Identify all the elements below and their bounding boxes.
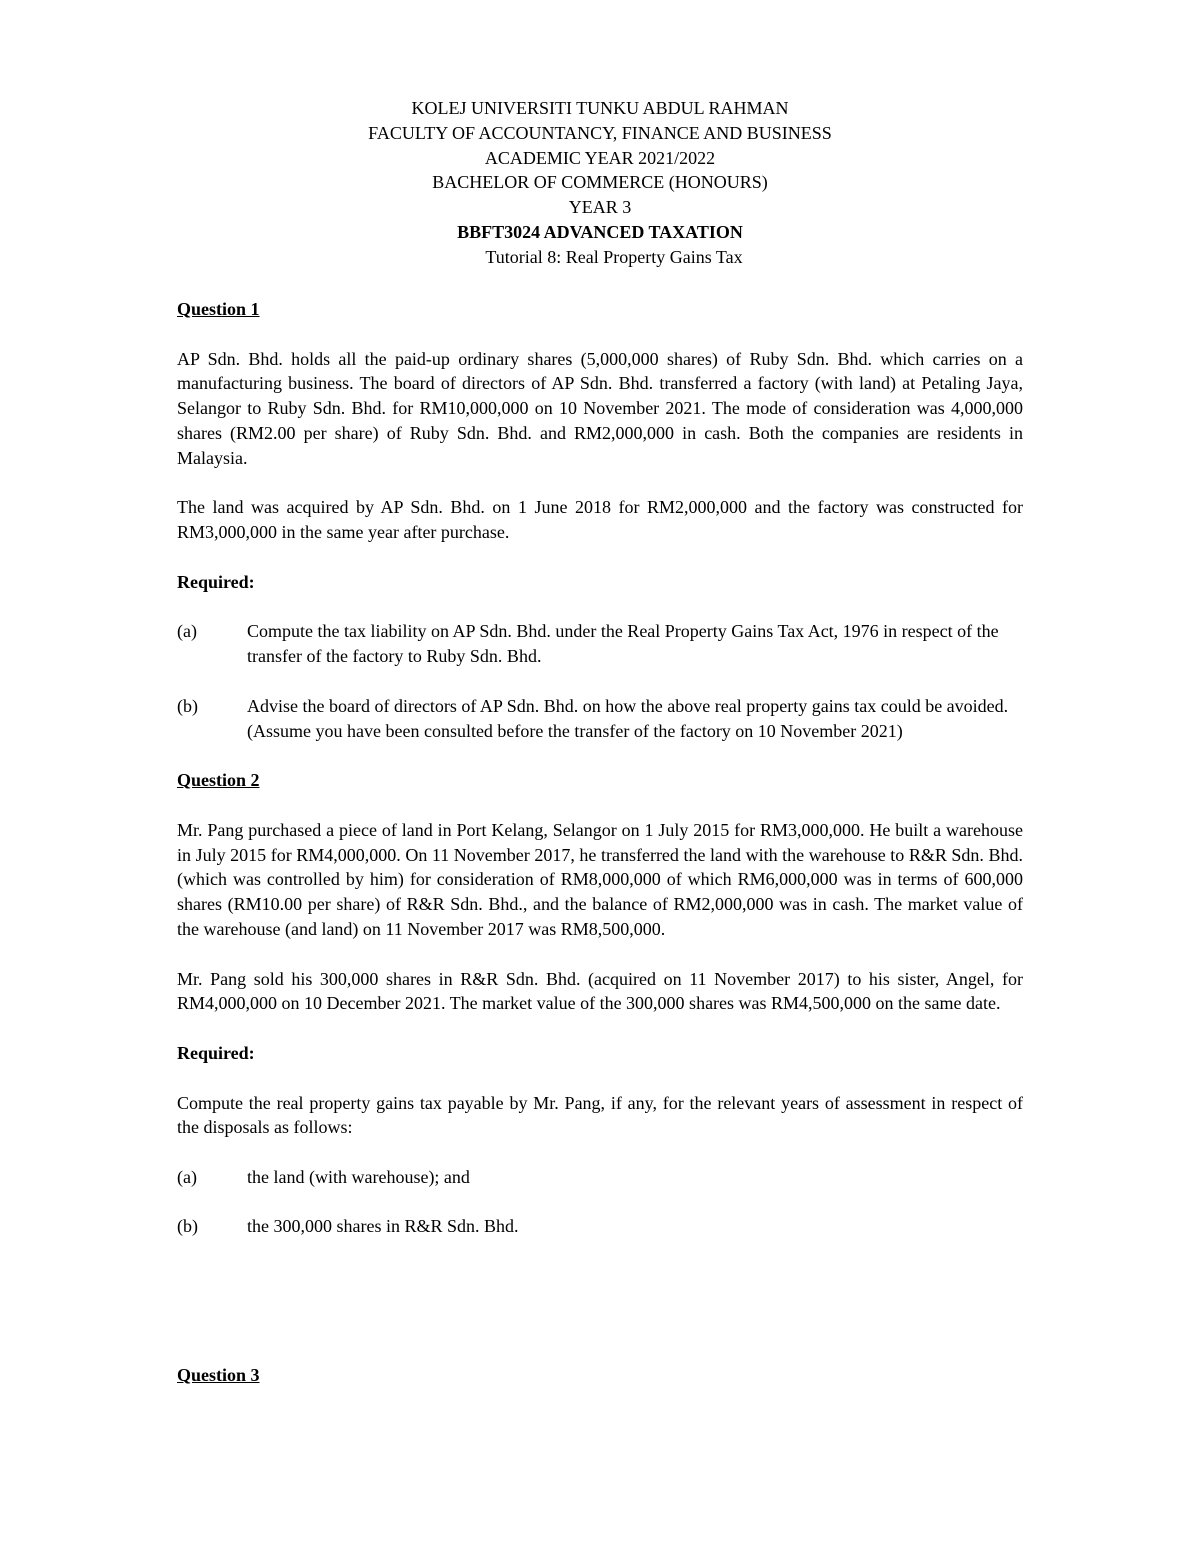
question-3-title: Question 3: [177, 1365, 260, 1386]
question-2-section: [177, 768, 1023, 1239]
faculty-name: FACULTY OF ACCOUNTANCY, FINANCE AND BUSINESS: [368, 122, 832, 143]
question-2-item-a: [177, 1165, 1023, 1190]
tutorial-title: Tutorial 8: Real Property Gains Tax: [485, 246, 743, 267]
item-label: (a): [177, 1166, 197, 1187]
item-text: Compute the tax liability on AP Sdn. Bhd. under the Real Property Gains Tax Act, 1976 in respect of the transfer of the factory to Ruby Sdn. Bhd.: [247, 621, 999, 667]
question-1-item-b: [177, 694, 1023, 744]
item-label: (a): [177, 621, 197, 642]
question-1-section: [177, 297, 1023, 743]
question-1-title: Question 1: [177, 299, 260, 319]
document-body: [177, 297, 1023, 1388]
item-text: Advise the board of directors of AP Sdn. Bhd. on how the above real property gains tax could be avoided. (Assume you have been consulted before the transfer of the factory on 10 November 2021): [247, 695, 1009, 741]
question-1-required-label: Required:: [177, 571, 255, 592]
document-header: [0, 96, 1200, 270]
question-1-paragraph-2: The land was acquired by AP Sdn. Bhd. on 1 June 2018 for RM2,000,000 and the factory was constructed for RM3,000,000 in the same year after purchase.: [177, 497, 1023, 543]
question-3-section: [177, 1363, 1023, 1388]
study-year: YEAR 3: [568, 197, 632, 218]
item-text: the land (with warehouse); and: [247, 1166, 470, 1187]
item-text: the 300,000 shares in R&R Sdn. Bhd.: [247, 1216, 519, 1237]
question-2-required-label: Required:: [177, 1042, 255, 1063]
question-1-paragraph-1: AP Sdn. Bhd. holds all the paid-up ordinary shares (5,000,000 shares) of Ruby Sdn. Bhd. which carries on a manufacturing business. The board of directors of AP Sdn. Bhd. transferred a factory (with land) at Petaling Jaya, Selangor to Ruby Sdn. Bhd. for RM10,000,000 on 10 November 2021. The mode of consideration was 4,000,000 shares (RM2.00 per share) of Ruby Sdn. Bhd. and RM2,000,000 in cash. Both the companies are residents in Malaysia.: [177, 348, 1023, 468]
academic-year: ACADEMIC YEAR 2021/2022: [484, 147, 716, 168]
university-name: KOLEJ UNIVERSITI TUNKU ABDUL RAHMAN: [411, 98, 789, 118]
question-2-item-b: [177, 1214, 1023, 1239]
question-2-paragraph-2: Mr. Pang sold his 300,000 shares in R&R Sdn. Bhd. (acquired on 11 November 2017) to his sister, Angel, for RM4,000,000 on 10 December 2021. The market value of the 300,000 shares was RM4,500,000 on the same date.: [177, 968, 1023, 1014]
item-label: (b): [177, 695, 198, 716]
question-2-title: Question 2: [177, 770, 260, 791]
item-label: (b): [177, 1216, 198, 1237]
course-title: BBFT3024 ADVANCED TAXATION: [457, 221, 743, 242]
question-2-instruction: Compute the real property gains tax payable by Mr. Pang, if any, for the relevant years of assessment in respect of the disposals as follows:: [177, 1092, 1023, 1138]
question-1-item-a: [177, 619, 1023, 669]
question-2-paragraph-1: Mr. Pang purchased a piece of land in Port Kelang, Selangor on 1 July 2015 for RM3,000,000. He built a warehouse in July 2015 for RM4,000,000. On 11 November 2017, he transferred the land with the warehouse to R&R Sdn. Bhd. (which was controlled by him) for consideration of RM8,000,000 of which RM6,000,000 was in terms of 600,000 shares (RM10.00 per share) of R&R Sdn. Bhd., and the balance of RM2,000,000 was in cash. The market value of the warehouse (and land) on 11 November 2017 was RM8,500,000.: [177, 819, 1023, 939]
programme-name: BACHELOR OF COMMERCE (HONOURS): [432, 172, 768, 193]
